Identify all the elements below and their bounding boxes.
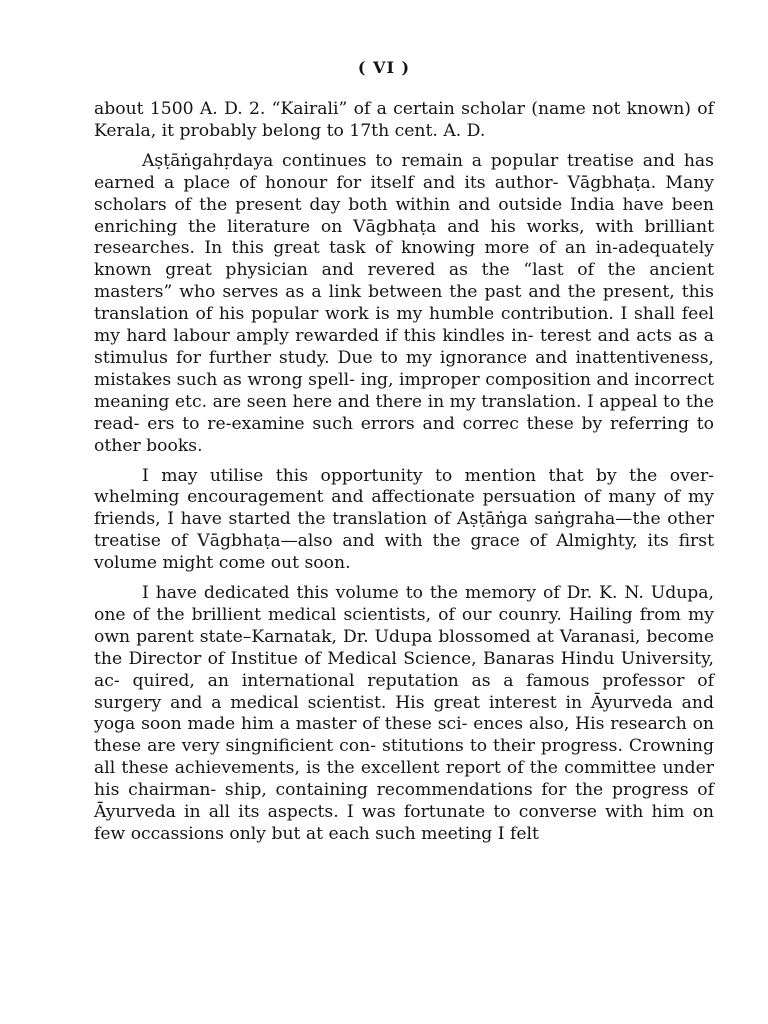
paragraph-dedication-udupa: I have dedicated this volume to the memory of Dr. K. N. Udupa, one of the brillient medical scientists, of our counry. Hailing from my own parent state–Karnatak, Dr. Udupa blossomed at Varanasi, become the Director of Institue of Medical Science, Banaras Hindu University, ac- quired, an international reputation as a famous professor of surgery and a medical scientist. His great interest in Āyurveda and yoga soon made him a master of these sci- ences also, His research on these are very singnificient con- stitutions to their progress. Crowning all these achievements, is the excellent report of the committee under his chairman- ship, containing recommendations for the progress of Āyurveda in all its aspects. I was fortunate to converse with him on few occassions only but at each such meeting I felt [94,583,714,844]
paragraph-astangahrdaya: Aṣṭāṅgahṛdaya continues to remain a popular treatise and has earned a place of honour for itself and its author- Vāgbhaṭa. Many scholars of the present day both within and outside India have been enriching the literature on Vāgbhaṭa and his works, with brilliant researches. In this great task of knowing more of an in-adequately known great physician and revered as the “last of the ancient masters” who serves as a link between the past and the present, this translation of his popular work is my humble contribution. I shall feel my hard labour amply rewarded if this kindles in- terest and acts as a stimulus for further study. Due to my ignorance and inattentiveness, mistakes such as wrong spell- ing, improper composition and incorrect meaning etc. are seen here and there in my translation. I appeal to the read- ers to re-examine such errors and correc these by referring to other books. [94,150,714,456]
page-number-header: ( VI ) [357,58,411,77]
body-text [94,99,714,854]
paragraph-continuation: about 1500 A. D. 2. “Kairali” of a certain scholar (name not known) of Kerala, it probably belong to 17th cent. A. D. [94,99,714,141]
paragraph-astanga-sangraha: I may utilise this opportunity to mention that by the over-whelming encouragement and affectionate persuation of many of my friends, I have started the translation of Aṣṭāṅga saṅgraha—the other treatise of Vāgbhaṭa—also and with the grace of Almighty, its first volume might come out soon. [94,465,714,574]
